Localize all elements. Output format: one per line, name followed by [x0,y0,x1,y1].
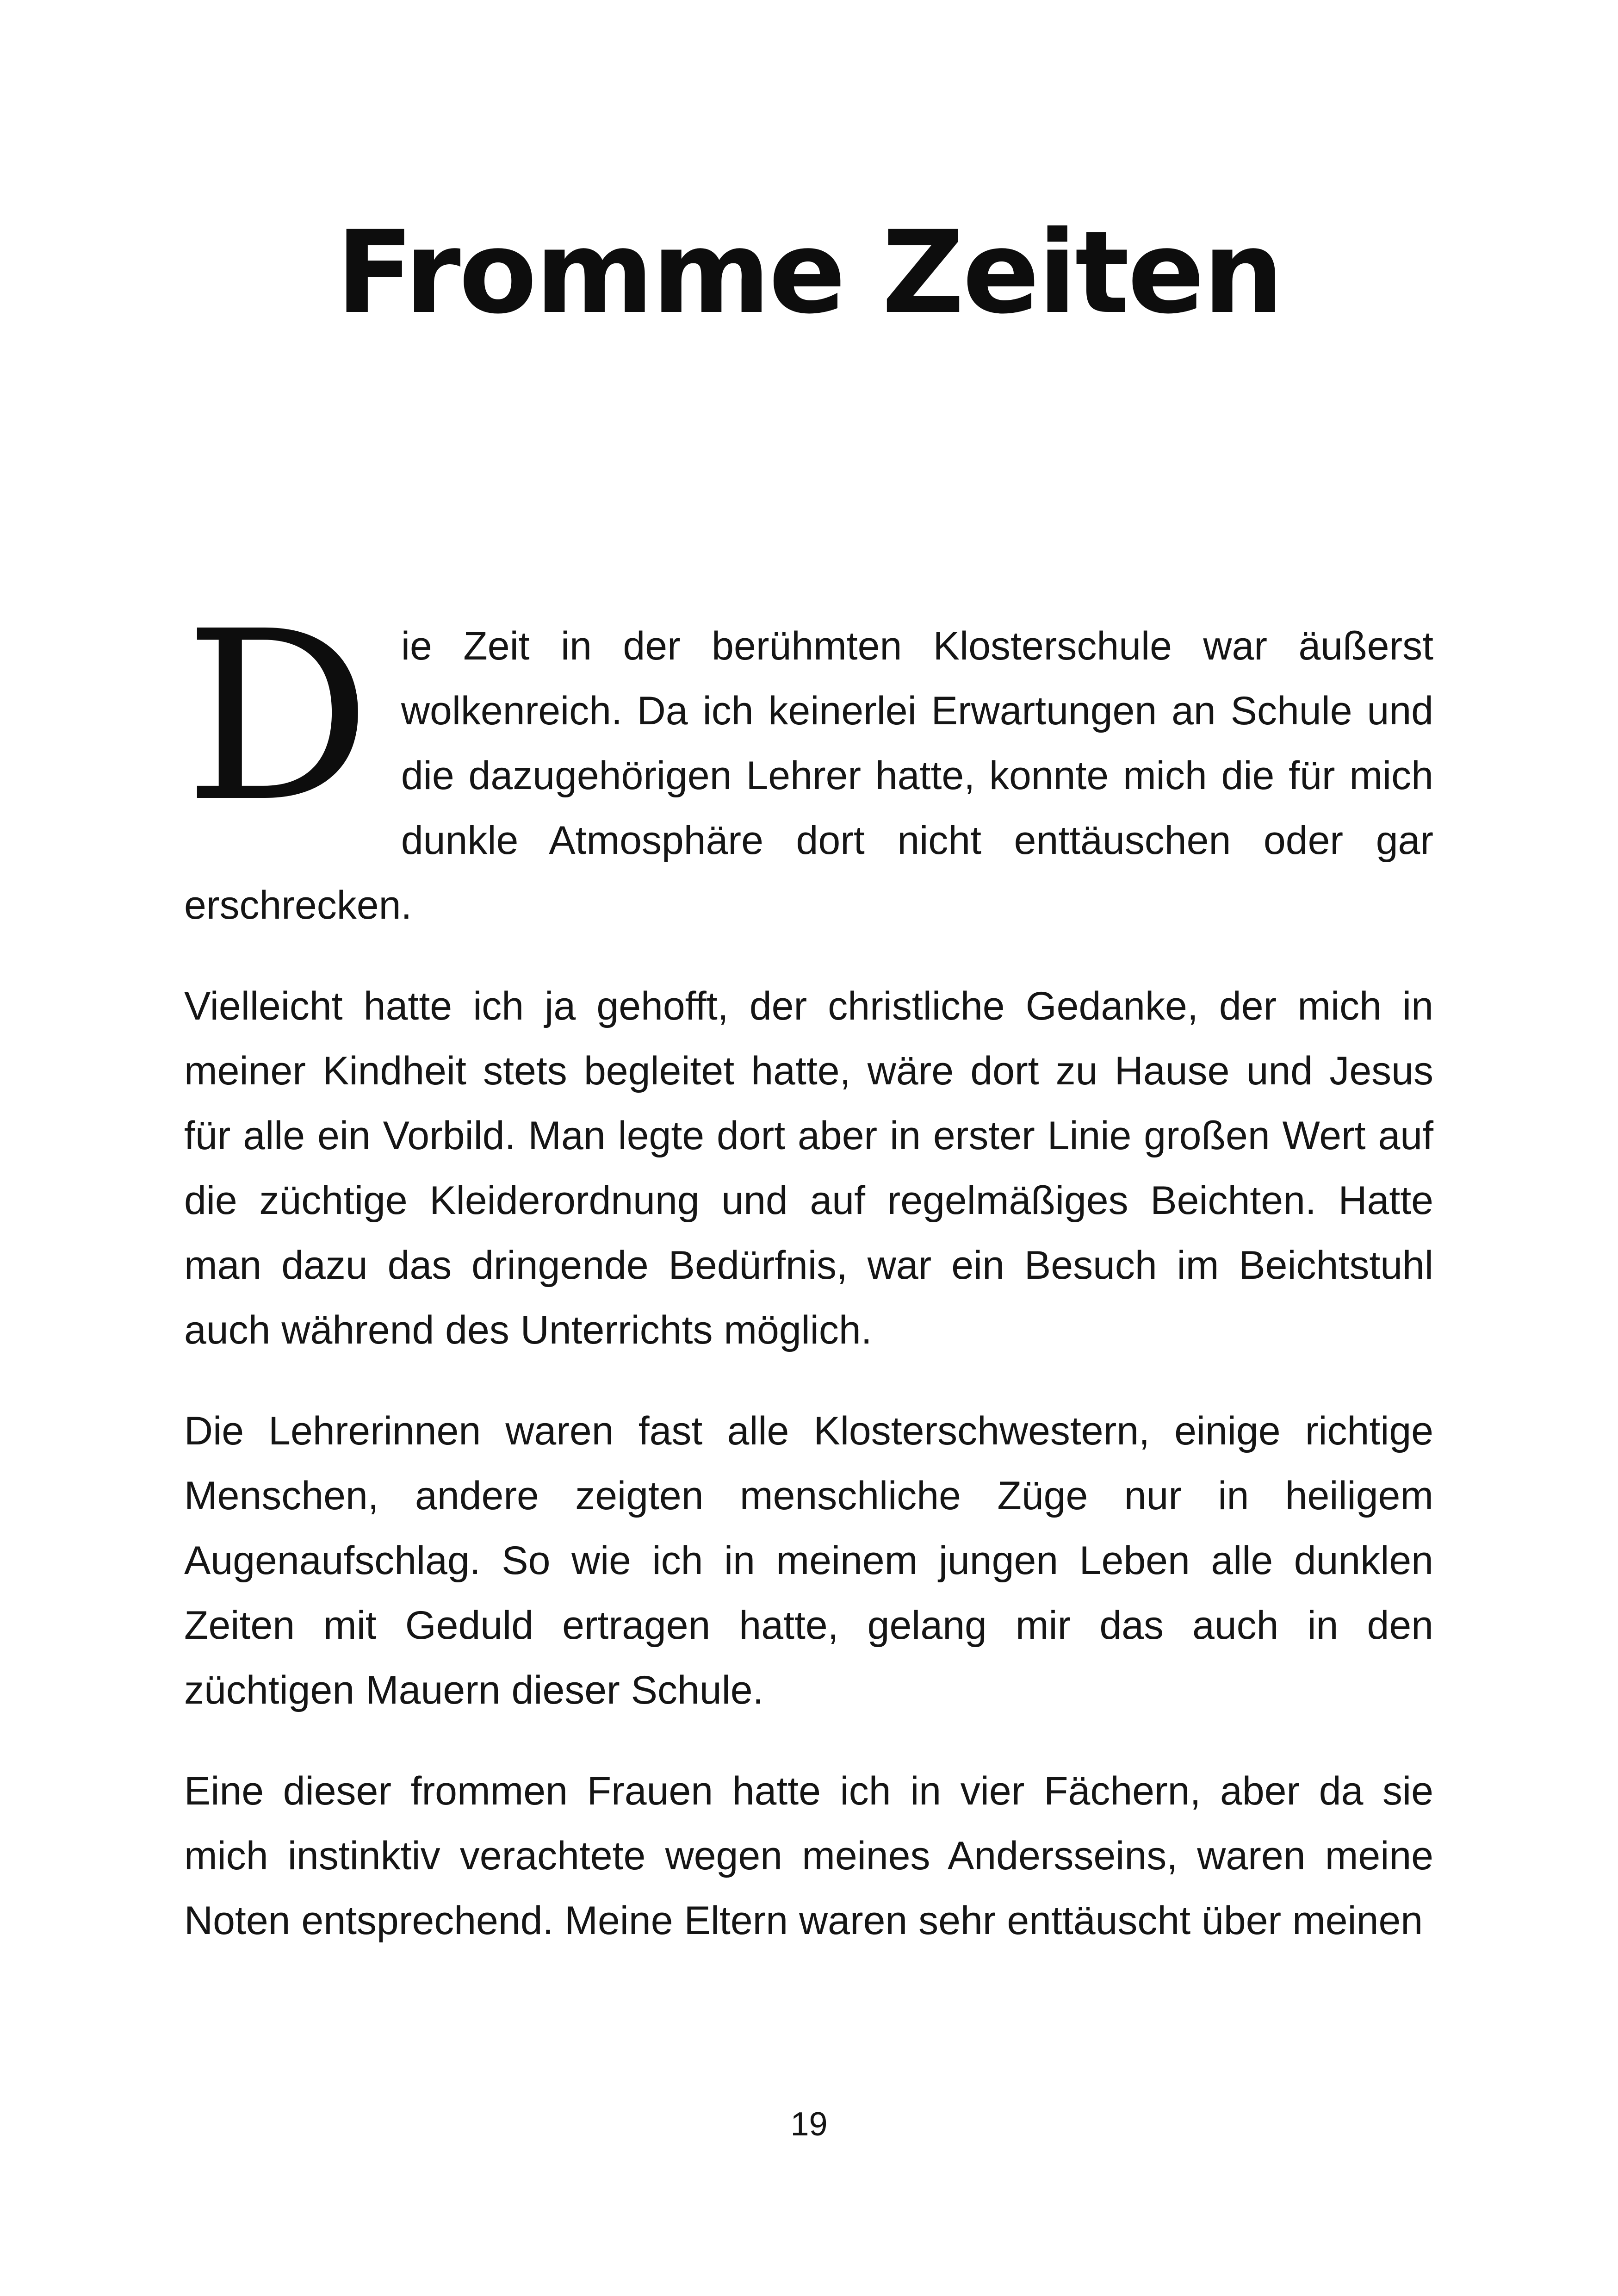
chapter-title: Fromme Zeiten [336,207,1282,339]
dropcap-initial: D [184,581,372,853]
paragraph-1 [184,581,1433,938]
paragraph-3: Die Lehrerinnen waren fast alle Klosterschwestern, einige richtige Menschen, andere zeigten menschliche Züge nur in heiligem Augenaufschlag. So wie ich in meinem jungen Leben alle dunklen Zeiten mit Geduld ertragen hatte, gelang mir das auch in den züchtigen Mauern dieser Schule. [184,1409,1433,1712]
paragraph-2: Vielleicht hatte ich ja gehofft, der christliche Gedanke, der mich in meiner Kindheit stets begleitet hatte, wäre dort zu Hause und Jesus für alle ein Vorbild. Man legte dort aber in erster Linie großen Wert auf die züchtige Kleiderordnung und auf regelmäßiges Beichten. Hatte man dazu das dringende Bedürfnis, war ein Besuch im Beichtstuhl auch während des Unterrichts möglich. [184,984,1433,1352]
paragraph-4: Eine dieser frommen Frauen hatte ich in vier Fächern, aber da sie mich instinktiv verachtete wegen meines Andersseins, waren meine Noten entsprechend. Meine Eltern waren sehr enttäuscht über meinen [184,1769,1433,1943]
page-number: 19 [790,2106,828,2143]
paragraph-1-text: ie Zeit in der berühmten Klosterschule war äußerst wolkenreich. Da ich keinerlei Erwartungen an Schule und die dazugehörigen Lehrer hatte, konnte mich die für mich dunkle Atmosphäre dort nicht enttäuschen oder gar erschrecken. [184,624,1433,927]
chapter-body [184,581,1433,1989]
